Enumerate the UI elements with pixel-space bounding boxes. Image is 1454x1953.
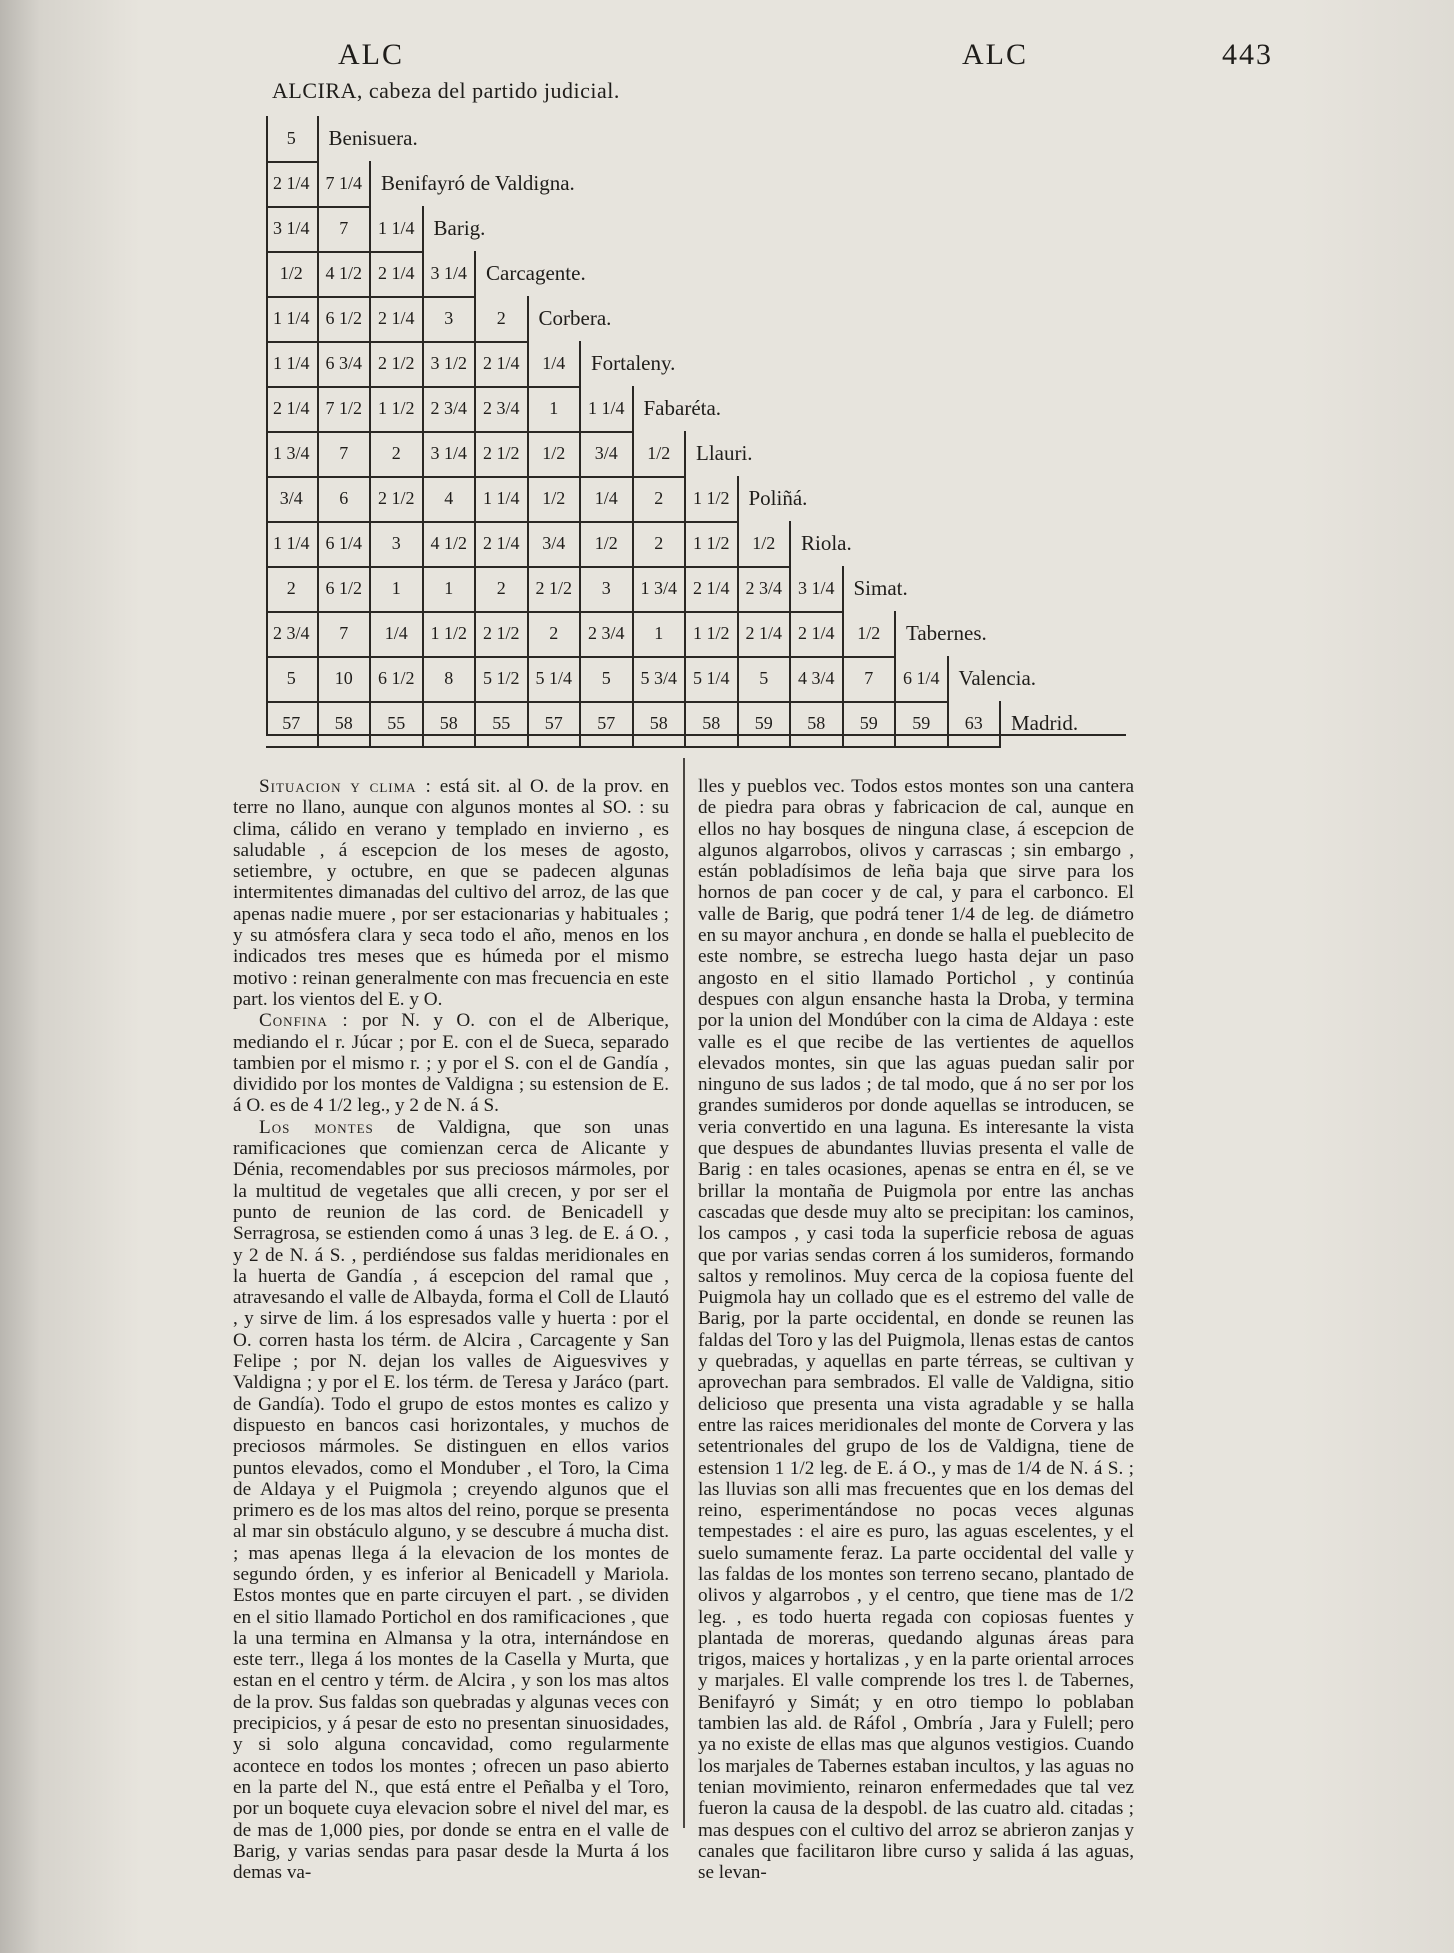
distance-cell: 7: [319, 611, 372, 656]
distance-cell: 3 1/4: [424, 431, 477, 476]
table-row: [266, 206, 424, 253]
distance-cell: 3 1/2: [424, 341, 477, 386]
distance-cell: 2 1/4: [371, 296, 424, 341]
distance-cell: 5: [266, 116, 319, 161]
distance-cell: 6 1/4: [319, 521, 372, 566]
table-row: [266, 296, 529, 343]
town-name: Benifayró de Valdigna.: [381, 171, 575, 195]
distance-cell: 2: [266, 566, 319, 611]
distance-cell: 5 1/4: [686, 656, 739, 701]
distance-cell: 1 1/4: [476, 476, 529, 521]
distance-cell: 1 1/4: [266, 521, 319, 566]
distance-cell: 1/2: [634, 431, 687, 476]
distance-cell: 2 3/4: [581, 611, 634, 656]
distance-cell: 1 1/4: [266, 341, 319, 386]
town-name: Benisuera.: [328, 126, 418, 150]
table-row: [266, 611, 896, 658]
distance-cell: 8: [424, 656, 477, 701]
town-name: Madrid.: [1011, 711, 1079, 735]
distance-cell: 2 1/4: [266, 161, 319, 206]
section-head: Situacion y clima :: [259, 776, 432, 797]
distance-cell: 2 1/4: [686, 566, 739, 611]
distance-cell: 1 1/4: [371, 206, 424, 251]
town-name: Barig.: [433, 216, 486, 240]
table-row: [266, 251, 476, 298]
distance-cell: 2 1/2: [476, 611, 529, 656]
town-name: Llauri.: [696, 441, 753, 465]
distance-cell: 2 1/4: [739, 611, 792, 656]
town-name: Riola.: [801, 531, 852, 555]
distance-cell: 6: [319, 476, 372, 521]
distance-cell: 1/4: [581, 476, 634, 521]
table-row: [266, 656, 949, 703]
distance-cell: 57: [266, 701, 319, 746]
distance-cell: 1/4: [529, 341, 582, 386]
distance-cell: 4: [424, 476, 477, 521]
town-name: Fabaréta.: [643, 396, 722, 420]
table-row: [266, 521, 791, 568]
distance-cell: 4 3/4: [791, 656, 844, 701]
distance-cell: 2 3/4: [739, 566, 792, 611]
distance-cell: 1 1/4: [581, 386, 634, 431]
distance-cell: 7: [319, 431, 372, 476]
distance-cell: 59: [739, 701, 792, 746]
distance-cell: 7 1/2: [319, 386, 372, 431]
distance-cell: 59: [896, 701, 949, 746]
paragraph-text: de Valdigna, que son unas ramificaciones que comienzan cerca de Alicante y Dénia, recomendables por sus preciosos mármoles, por la multitud de vegetales que alli crecen, y por ser el punto de reunion de las cord. de Benicadell y Serragrosa, se estienden como á unas 3 leg. de E. á O. , y 2 de N. á S. , perdiéndose sus faldas meridionales en la huerta de Gandía , á escepcion del ramal que , atravesando el valle de Albayda, forma el Coll de Llautó , y sirve de lim. á los espresados valle y huerta : por el O. corren hasta los térm. de Alcira , Carcagente y San Felipe ; por N. dejan los valles de Aiguesvives y Valdigna ; y por el E. los térm. de Teresa y Jaráco (part. de Gandía). Todo el grupo de estos montes es calizo y dispuesto en bancos casi horizontales, y muchos de preciosos mármoles. Se distinguen en ellos varios puntos elevados, como el Monduber , el Toro, la Cima de Aldaya y el Puigmola ; creyendo algunos que el primero es de los mas altos del reino, porque se presenta al mar sin obstáculo alguno, y se descubre á mucha dist. ; mas apenas llega á la elevacion de los montes de segundo órden, y es inferior al Benicadell y Mariola. Estos montes que en parte circuyen el part. , se dividen en el sitio llamado Portichol en dos ramificaciones , que la una termina en Almansa y la otra, internándose en este terr., llega á los montes de la Casella y Murta, que estan en el centro y térm. de Alcira , y son los mas altos de la prov. Sus faldas son quebradas y algunas veces con precipicios, y á pesar de esto no presentan sinuosidades, y si solo alguna concavidad, como regularmente acontece en todos los montes ; ofrecen un paso abierto en la parte del N., que está entre el Peñalba y el Toro, por un boquete cuya elevacion sobre el nivel del mar, es de mas de 1,000 pies, por donde se entra en el valle de Barig, y varias sendas para pasar desde la Murta á los demas va-: [233, 1116, 669, 1884]
distance-cell: 3 1/4: [266, 206, 319, 251]
running-head-center: ALC: [962, 38, 1028, 71]
distance-cell: 5: [581, 656, 634, 701]
section-head: Confina :: [259, 1010, 349, 1032]
distance-cell: 1/2: [739, 521, 792, 566]
distance-cell: 1/2: [266, 251, 319, 296]
distance-cell: 1 3/4: [634, 566, 687, 611]
distance-cell: 1 1/2: [371, 386, 424, 431]
distance-cell: 55: [371, 701, 424, 746]
table-row: [266, 386, 634, 433]
town-name: Poliñá.: [748, 486, 808, 510]
distance-cell: 3 1/4: [791, 566, 844, 611]
distance-cell: 7 1/4: [319, 161, 372, 206]
distance-cell: 2: [476, 566, 529, 611]
table-row: [266, 701, 1001, 748]
distance-cell: 2 1/2: [371, 341, 424, 386]
text-column-left: [233, 776, 669, 1883]
distance-cell: 1/2: [529, 476, 582, 521]
distance-cell: 58: [686, 701, 739, 746]
text-column-right: [698, 776, 1134, 1883]
town-name: Fortaleny.: [591, 351, 676, 375]
town-name: Valencia.: [958, 666, 1037, 690]
distance-table: [266, 116, 1126, 736]
page-number: 443: [1222, 38, 1273, 71]
distance-cell: 58: [424, 701, 477, 746]
distance-cell: 63: [949, 701, 1002, 746]
town-name: Tabernes.: [906, 621, 987, 645]
distance-cell: 1 1/4: [266, 296, 319, 341]
table-row: [266, 341, 581, 388]
distance-cell: 3 1/4: [424, 251, 477, 296]
distance-cell: 58: [319, 701, 372, 746]
town-name: Carcagente.: [486, 261, 586, 285]
distance-cell: 59: [844, 701, 897, 746]
distance-cell: 57: [529, 701, 582, 746]
distance-cell: 2 1/2: [476, 431, 529, 476]
distance-cell: 2 3/4: [424, 386, 477, 431]
distance-cell: 2: [634, 476, 687, 521]
distance-cell: 6 3/4: [319, 341, 372, 386]
distance-cell: 1 1/2: [686, 611, 739, 656]
distance-cell: 1 1/2: [686, 476, 739, 521]
distance-cell: 58: [634, 701, 687, 746]
paragraph-text: está sit. al O. de la prov. en terre no llano, aunque con algunos montes al SO. : su clima, cálido en verano y templado en invierno , es saludable , á escepcion de los meses de agosto, setiembre, y octubre, en que se padecen algunas intermitentes dimanadas del cultivo del arroz, de las que apenas nadie muere , por ser estacionarias y habituales ; y su atmósfera clara y seca todo el año, menos en los indicados tres meses que es húmeda por el mismo motivo : reinan generalmente con mas frecuencia en este part. los vientos del E. y O.: [233, 776, 670, 1010]
distance-cell: 2 1/4: [476, 341, 529, 386]
distance-cell: 5 1/2: [476, 656, 529, 701]
distance-cell: 2 1/4: [371, 251, 424, 296]
distance-cell: 58: [791, 701, 844, 746]
distance-cell: 7: [319, 206, 372, 251]
distance-cell: 3/4: [581, 431, 634, 476]
distance-cell: 2: [371, 431, 424, 476]
distance-cell: 2 1/4: [791, 611, 844, 656]
distance-cell: 5: [739, 656, 792, 701]
distance-cell: 4 1/2: [424, 521, 477, 566]
distance-cell: 7: [844, 656, 897, 701]
distance-cell: 3: [371, 521, 424, 566]
distance-cell: 1/4: [371, 611, 424, 656]
town-name: Corbera.: [538, 306, 612, 330]
distance-cell: 1/2: [581, 521, 634, 566]
distance-cell: 57: [581, 701, 634, 746]
distance-cell: 1: [634, 611, 687, 656]
table-title: ALCIRA, cabeza del partido judicial.: [272, 78, 620, 103]
distance-cell: 2: [634, 521, 687, 566]
distance-cell: 3/4: [266, 476, 319, 521]
distance-cell: 6 1/4: [896, 656, 949, 701]
distance-cell: 2 1/2: [371, 476, 424, 521]
distance-cell: 3/4: [529, 521, 582, 566]
distance-cell: 1: [424, 566, 477, 611]
distance-cell: 6 1/2: [319, 566, 372, 611]
distance-cell: 2 1/2: [529, 566, 582, 611]
distance-cell: 1 1/2: [424, 611, 477, 656]
paragraph-situacion: [233, 776, 669, 1010]
distance-cell: 5: [266, 656, 319, 701]
distance-cell: 1: [371, 566, 424, 611]
table-row: [266, 116, 319, 163]
section-head: Los montes: [259, 1116, 374, 1138]
distance-cell: 1 1/2: [686, 521, 739, 566]
distance-cell: 2: [476, 296, 529, 341]
distance-cell: 6 1/2: [319, 296, 372, 341]
running-head-left: ALC: [338, 38, 404, 71]
distance-cell: 2: [529, 611, 582, 656]
distance-cell: 2 3/4: [476, 386, 529, 431]
distance-cell: 2 1/4: [266, 386, 319, 431]
distance-cell: 2 3/4: [266, 611, 319, 656]
table-row: [266, 431, 686, 478]
column-rule: [683, 758, 685, 1828]
table-row: [266, 161, 371, 208]
town-name: Simat.: [853, 576, 908, 600]
distance-cell: 3: [424, 296, 477, 341]
distance-cell: 5 1/4: [529, 656, 582, 701]
paragraph-montes: [233, 1117, 669, 1884]
distance-cell: 3: [581, 566, 634, 611]
paragraph-text: por N. y O. con el de Alberique, mediando el r. Júcar ; por E. con el de Sueca, separado tambien por el mismo r. ; y por el S. con el de Gandía , dividido por los montes de Valdigna ; su estension de E. á O. es de 4 1/2 leg., y 2 de N. á S.: [233, 1010, 669, 1117]
paragraph-confina: [233, 1010, 669, 1116]
distance-cell: 1: [529, 386, 582, 431]
distance-cell: 1/2: [529, 431, 582, 476]
distance-cell: 10: [319, 656, 372, 701]
distance-cell: 2 1/4: [476, 521, 529, 566]
distance-cell: 55: [476, 701, 529, 746]
table-row: [266, 476, 739, 523]
paragraph-continuation: lles y pueblos vec. Todos estos montes son una cantera de piedra para obras y fabricacion de cal, aunque en ellos no hay bosques de ninguna clase, á escepcion de algunos algarrobos, olivos y carrascas ; sin embargo , están pobladísimos de leña baja que sirve para los hornos de pan cocer y de cal, y para el carbonco. El valle de Barig, que podrá tener 1/4 de leg. de diámetro en su mayor anchura , en donde se halla el pueblecito de este nombre, se estrecha luego hasta dejar un paso angosto en el sitio llamado Portichol , y continúa despues con algun ensanche hasta la Droba, y termina por la union del Mondúber con la cima de Aldaya : este valle es el que recibe de las vertientes de aquellos elevados montes, sin que las aguas puedan salir por ninguno de sus lados ; de tal modo, que á no ser por los grandes sumideros por donde aquellas se introducen, se veria convertido en una laguna. Es interesante la vista que despues de abundantes lluvias presenta el valle de Barig : en tales ocasiones, apenas se entra en él, se ve brillar la montaña de Puigmola por entre las anchas cascadas que desde muy alto se precipitan: los caminos, los campos , y casi toda la superficie rebosa de aguas que por varias sendas corren á los sumideros, formando saltos y remolinos. Muy cerca de la copiosa fuente del Puigmola hay un collado que es el estremo del valle de Barig, por la parte occidental, en donde se reunen las faldas del Toro y las del Puigmola, llenas estas de cantos y quebradas, y aquellas en parte térreas, se cultivan y aprovechan para sembrados. El valle de Valdigna, sitio delicioso que presenta una vista agradable y se halla entre las raices meridionales del monte de Corvera y las setentrionales del grupo de los de Valdigna, tiene de estension 1 1/2 leg. de E. á O., y mas de 1/4 de N. á S. ; las lluvias son alli mas frecuentes que en los demas del reino, esperimentándose no pocas veces algunas tempestades : el aire es puro, las aguas escelentes, y el suelo sumamente feraz. La parte occidental del valle y las faldas de los montes son terreno secano, plantado de olivos y algarrobos , y el centro, que tiene mas de 1/2 leg. , es todo huerta regada con copiosas fuentes y plantada de moreras, quedando algunas áreas para trigos, maices y hortalizas , y en la parte oriental arroces y marjales. El valle comprende los tres l. de Tabernes, Benifayró y Simát; y en otro tiempo lo poblaban tambien las ald. de Ráfol , Ombría , Jara y Fulell; pero ya no existe de ellas mas que algunos vestigios. Cuando los marjales de Tabernes estaban incultos, y las aguas no tenian movimiento, reinaron enfermedades que tal vez fueron la causa de la despobl. de las cuatro ald. citadas ; mas despues con el cultivo del arroz se abrieron zanjas y canales que facilitaron libre curso y salida á las aguas, se levan-: [698, 776, 1134, 1884]
distance-cell: 6 1/2: [371, 656, 424, 701]
table-row: [266, 566, 844, 613]
distance-cell: 1 3/4: [266, 431, 319, 476]
distance-cell: 1/2: [844, 611, 897, 656]
distance-cell: 4 1/2: [319, 251, 372, 296]
distance-cell: 5 3/4: [634, 656, 687, 701]
